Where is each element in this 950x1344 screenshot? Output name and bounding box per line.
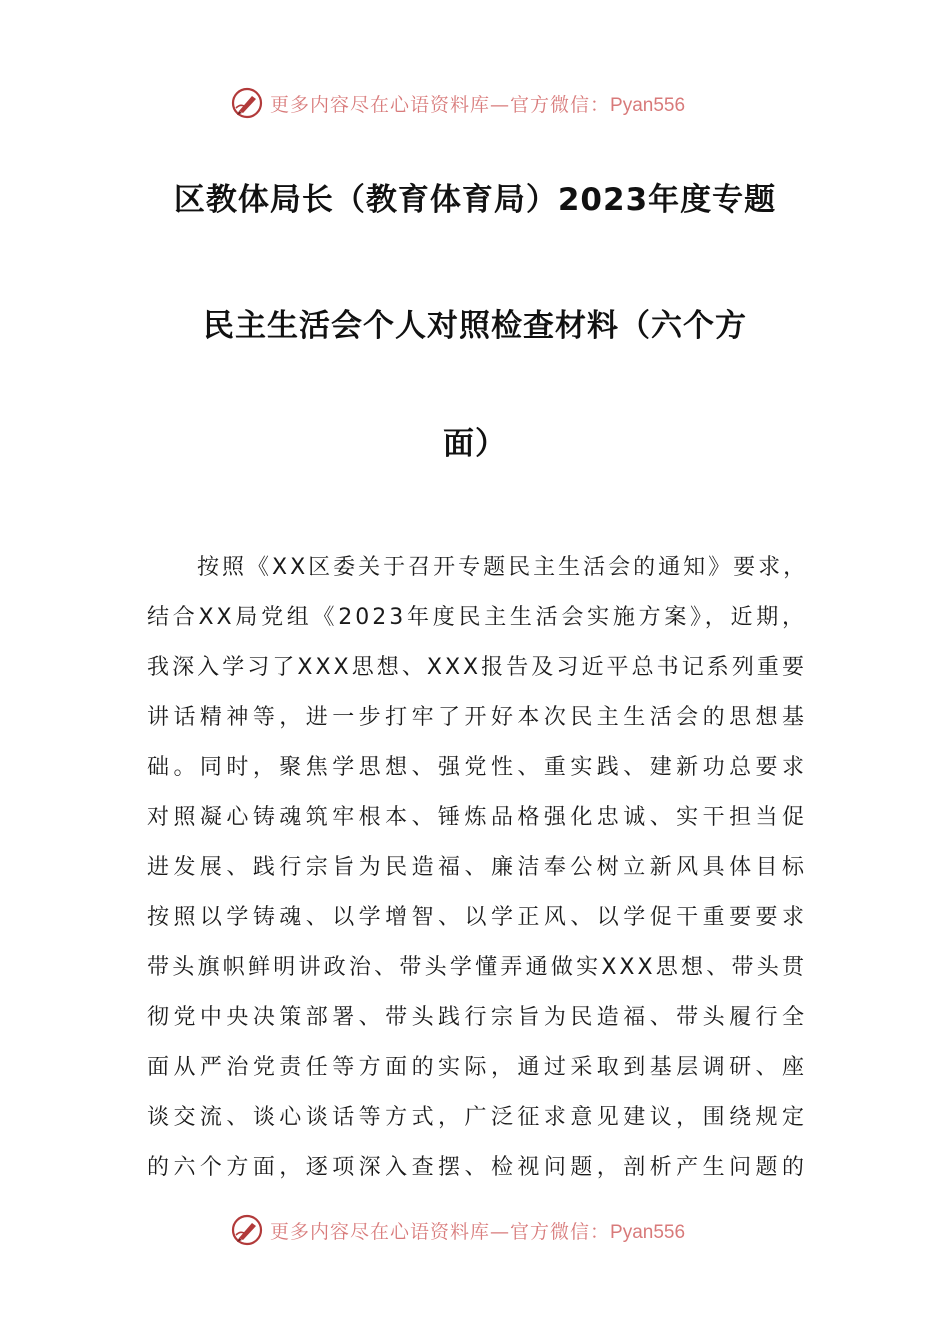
body-line: 对照凝心铸魂筑牢根本、锤炼品格强化忠诚、实干担当促 (147, 805, 807, 830)
document-title-line-2: 民主生活会个人对照检查材料（六个方 (203, 308, 747, 344)
body-line: 按照《XX区委关于召开专题民主生活会的通知》要求， (197, 555, 809, 580)
body-line: 带头旗帜鲜明讲政治、带头学懂弄通做实XXX思想、带头贯 (147, 955, 807, 980)
body-line: 谈交流、谈心谈话等方式，广泛征求意见建议，围绕规定 (147, 1105, 807, 1130)
body-line: 础。同时，聚焦学思想、强党性、重实践、建新功总要求 (147, 755, 807, 780)
body-line: 我深入学习了XXX思想、XXX报告及习近平总书记系列重要 (147, 655, 807, 680)
body-line: 结合XX局党组《2023年度民主生活会实施方案》，近期， (147, 605, 807, 630)
body-line: 讲话精神等，进一步打牢了开好本次民主生活会的思想基 (147, 705, 807, 730)
watermark-label: 更多内容尽在心语资料库—官方微信： (270, 1220, 611, 1243)
watermark-label: 更多内容尽在心语资料库—官方微信： (270, 93, 611, 116)
watermark-text (270, 1217, 685, 1244)
body-line: 面从严治党责任等方面的实际，通过采取到基层调研、座 (147, 1055, 807, 1080)
document-title-line-1: 区教体局长（教育体育局）2023年度专题 (173, 182, 777, 218)
pen-logo-icon (230, 86, 264, 120)
body-paragraph (147, 548, 807, 1198)
body-line: 的六个方面，逐项深入查摆、检视问题，剖析产生问题的 (147, 1155, 807, 1180)
document-title-line-3: 面） (443, 426, 507, 462)
watermark-header (230, 83, 685, 123)
body-line: 按照以学铸魂、以学增智、以学正风、以学促干重要要求 (147, 905, 807, 930)
watermark-footer (230, 1210, 685, 1250)
watermark-wechat-id: Pyan556 (610, 94, 686, 116)
watermark-text (270, 90, 685, 117)
watermark-wechat-id: Pyan556 (610, 1221, 686, 1243)
pen-logo-icon (230, 1213, 264, 1247)
body-line: 彻党中央决策部署、带头践行宗旨为民造福、带头履行全 (147, 1005, 807, 1030)
body-line: 进发展、践行宗旨为民造福、廉洁奉公树立新风具体目标 (147, 855, 807, 880)
